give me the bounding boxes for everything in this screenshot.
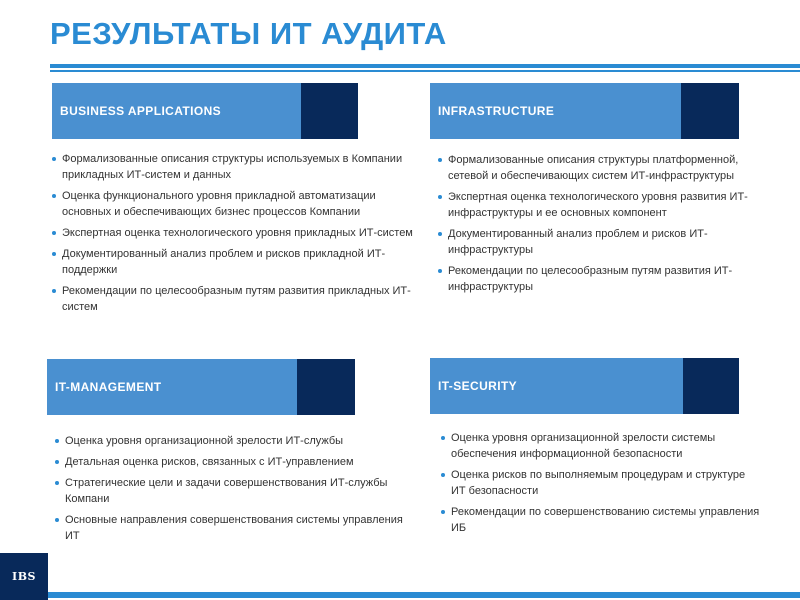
section-heading: IT-SECURITY [438,379,518,393]
title-rule [50,64,800,68]
section-header-business-applications [52,83,358,139]
list-item: Оценка уровня организационной зрелости ИТ-службы [55,433,415,449]
list-item: Основные направления совершенствования системы управления ИТ [55,512,415,544]
list-item: Экспертная оценка технологического уровня прикладных ИТ-систем [52,225,417,241]
list-item: Оценка рисков по выполняемым процедурам и структуре ИТ безопасности [441,467,761,499]
list-item: Экспертная оценка технологического уровня развития ИТ-инфраструктуры и ее основных компонент [438,189,768,221]
section-heading: INFRASTRUCTURE [438,104,555,118]
section-header-infrastructure [430,83,739,139]
list-item: Оценка функционального уровня прикладной автоматизации основных и обеспечивающих бизнес процессов Компании [52,188,417,220]
section-header-accent [683,358,739,414]
bullet-list-it-security [441,430,761,541]
title-rule-thin [50,70,800,72]
list-item: Стратегические цели и задачи совершенствования ИТ-службы Компани [55,475,415,507]
section-header-it-management [47,359,355,415]
section-heading: IT-MANAGEMENT [55,380,162,394]
list-item: Формализованные описания структуры используемых в Компании прикладных ИТ-систем и данных [52,151,417,183]
bullet-list-business-applications [52,151,417,320]
bullet-list-infrastructure [438,152,768,300]
ibs-logo [0,553,48,600]
section-header-accent [301,83,358,139]
section-header-it-security [430,358,739,414]
list-item: Рекомендации по целесообразным путям развития ИТ-инфраструктуры [438,263,768,295]
section-header-accent [681,83,739,139]
bullet-list-it-management [55,433,415,549]
logo-text: IBS [12,570,36,583]
list-item: Детальная оценка рисков, связанных с ИТ-управлением [55,454,415,470]
list-item: Рекомендации по совершенствованию системы управления ИБ [441,504,761,536]
list-item: Формализованные описания структуры платформенной, сетевой и обеспечивающих систем ИТ-инфраструктуры [438,152,768,184]
page-title: РЕЗУЛЬТАТЫ ИТ АУДИТА [50,16,447,51]
footer-bar [48,592,800,598]
list-item: Оценка уровня организационной зрелости системы обеспечения информационной безопасности [441,430,761,462]
list-item: Рекомендации по целесообразным путям развития прикладных ИТ-систем [52,283,417,315]
list-item: Документированный анализ проблем и рисков прикладной ИТ-поддержки [52,246,417,278]
section-header-accent [297,359,355,415]
list-item: Документированный анализ проблем и рисков ИТ-инфраструктуры [438,226,768,258]
section-heading: BUSINESS APPLICATIONS [60,104,222,118]
